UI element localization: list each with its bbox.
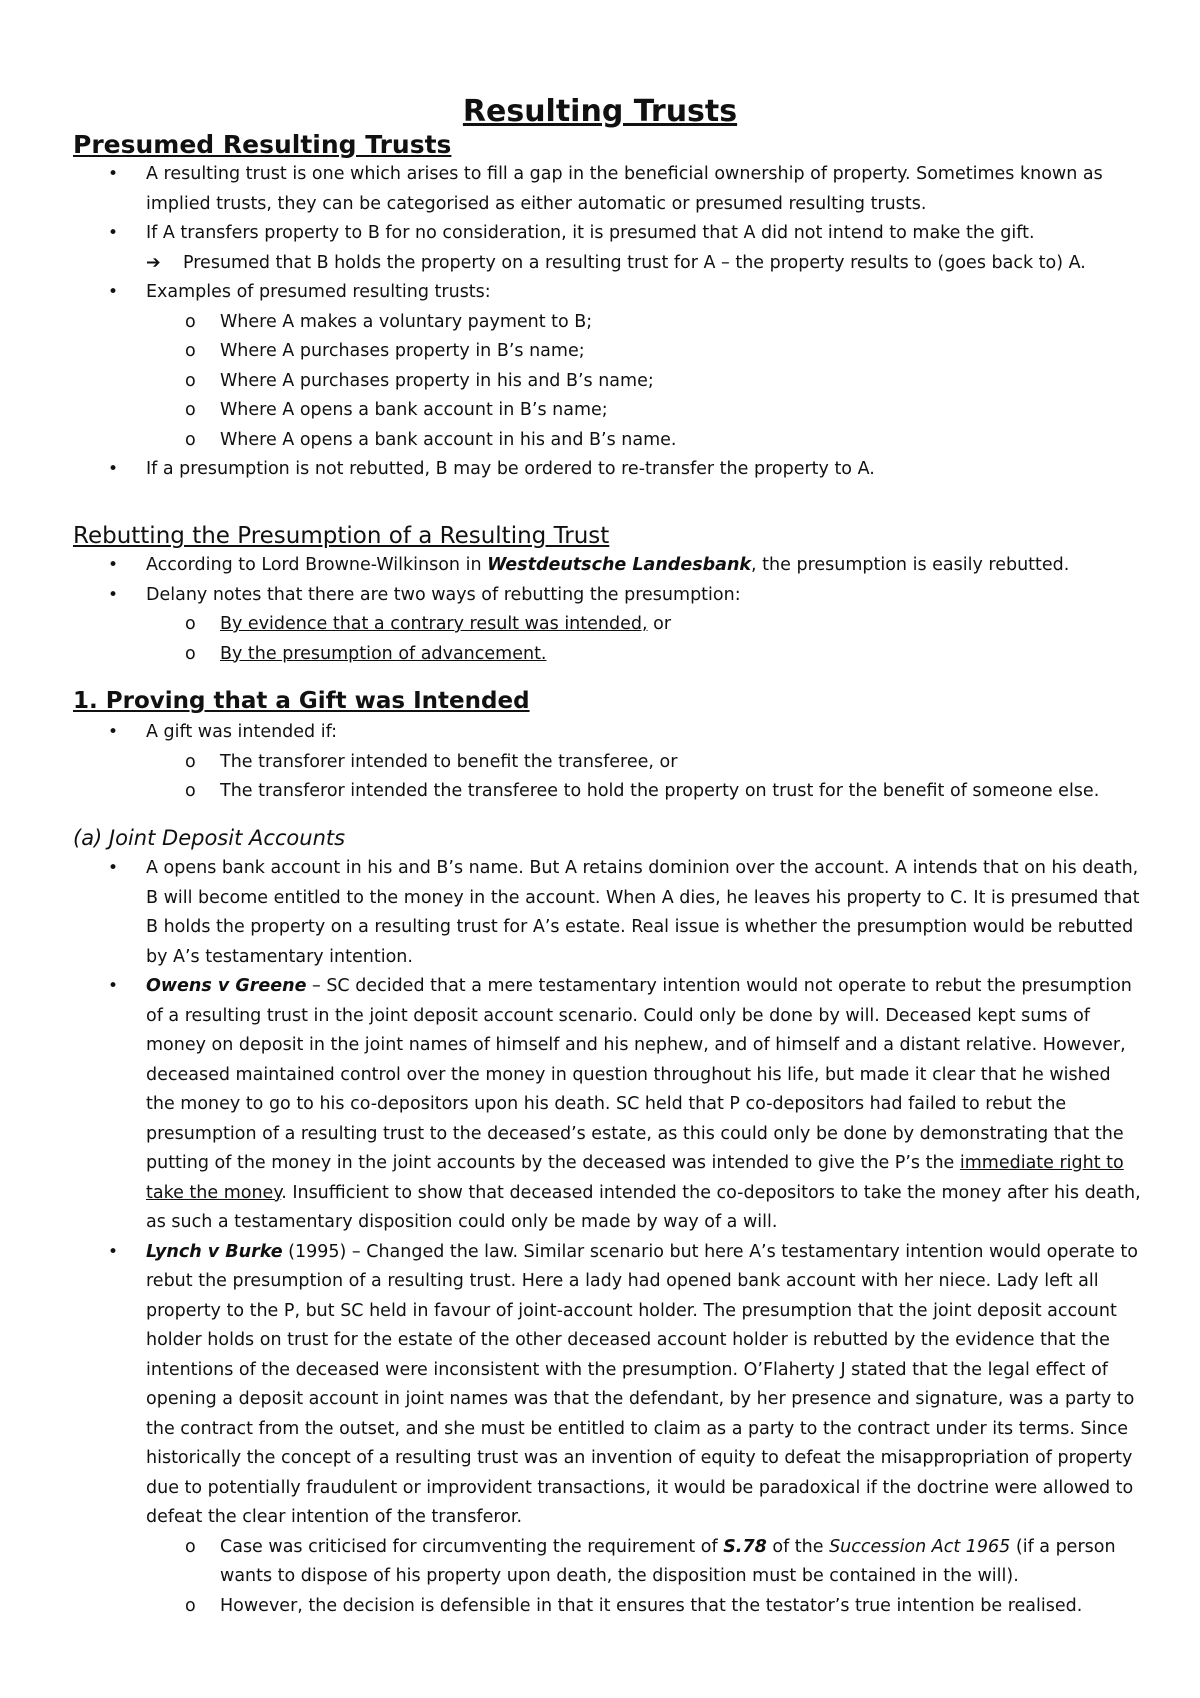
list-item: • Delany notes that there are two ways of rebutting the presumption:	[0, 581, 1200, 611]
page-title: Resulting Trusts	[462, 94, 738, 129]
bullet-icon: •	[108, 722, 119, 742]
circle-bullet-icon: o	[185, 643, 196, 664]
arrow-right-icon: ➔	[146, 252, 161, 273]
section-presumed	[0, 160, 1200, 485]
sub-list-item: o By evidence that a contrary result was intended, or	[0, 610, 1200, 640]
list-item: • A gift was intended if:	[0, 718, 1200, 748]
sub-list-item: o Where A opens a bank account in B’s name;	[0, 396, 1200, 426]
bullet-icon: •	[108, 976, 119, 996]
sub-list-item: o By the presumption of advancement.	[0, 640, 1200, 670]
list-item: • According to Lord Browne-Wilkinson in Westdeutsche Landesbank, the presumption is easily rebutted.	[0, 551, 1200, 581]
list-item: • Owens v Greene – SC decided that a mere testamentary intention would not operate to rebut the presumption of a resulting trust in the joint deposit account scenario. Could only be done by will. Deceased kept sums of money on deposit in the joint names of himself and his nephew, and of himself and a distant relative. However, deceased maintained control over the money in question throughout his life, but made it clear that he wished the money to go to his co-depositors upon his death. SC held that P co-depositors had failed to rebut the presumption of a resulting trust to the deceased’s estate, as this could only be done by demonstrating that the putting of the money in the joint accounts by the deceased was intended to give the P’s the immediate right to take the money. Insufficient to show that deceased intended the co-depositors to take the money after his death, as such a testamentary disposition could only be made by way of a will.	[0, 972, 1200, 1238]
list-item: • Lynch v Burke (1995) – Changed the law. Similar scenario but here A’s testamentary intention would operate to rebut the presumption of a resulting trust. Here a lady had opened bank account with her niece. Lady left all property to the P, but SC held in favour of joint-account holder. The presumption that the joint deposit account holder holds on trust for the estate of the other deceased account holder is rebutted by the evidence that the intentions of the deceased were inconsistent with the presumption. O’Flaherty J stated that the legal effect of opening a deposit account in joint names was that the defendant, by her presence and signature, was a party to the contract from the outset, and she must be entitled to claim as a party to the contract under its terms. Since historically the concept of a resulting trust was an invention of equity to defeat the misappropriation of property due to potentially fraudulent or improvident transactions, it would be paradoxical if the doctrine were allowed to defeat the clear intention of the transferor.	[0, 1238, 1200, 1533]
circle-bullet-icon: o	[185, 341, 196, 361]
list-item: • If A transfers property to B for no consideration, it is presumed that A did not intend to make the gift.	[0, 219, 1200, 249]
section-joint-deposit	[0, 854, 1200, 1621]
heading-proving-gift: 1. Proving that a Gift was Intended	[73, 688, 530, 714]
circle-bullet-icon: o	[185, 311, 196, 332]
sub-list-item: o Where A makes a voluntary payment to B;	[0, 308, 1200, 338]
circle-bullet-icon: o	[185, 1536, 196, 1557]
bullet-icon: •	[108, 1241, 119, 1262]
sub-list-item: o Where A purchases property in his and B’s name;	[0, 367, 1200, 397]
circle-bullet-icon: o	[185, 370, 196, 391]
circle-bullet-icon: o	[185, 1595, 196, 1616]
section-rebutting	[0, 551, 1200, 669]
section-proving-gift	[0, 718, 1200, 807]
sub-list-item: o Where A opens a bank account in his and B’s name.	[0, 426, 1200, 456]
sub-list-item: o Case was criticised for circumventing the requirement of S.78 of the Succession Act 1965 (if a person wants to dispose of his property upon death, the disposition must be contained in the will).	[0, 1533, 1200, 1592]
sub-list-item: o The transforer intended to benefit the transferee, or	[0, 748, 1200, 778]
list-item: • Examples of presumed resulting trusts:	[0, 278, 1200, 308]
circle-bullet-icon: o	[185, 614, 196, 634]
heading-rebutting-presumption: Rebutting the Presumption of a Resulting Trust	[73, 523, 610, 549]
list-item: • A resulting trust is one which arises to fill a gap in the beneficial ownership of property. Sometimes known as implied trusts, they can be categorised as either automatic or presumed resulting trusts.	[0, 160, 1200, 219]
bullet-icon: •	[108, 223, 119, 243]
list-item-arrow: ➔ Presumed that B holds the property on a resulting trust for A – the property results to (goes back to) A.	[0, 249, 1200, 279]
circle-bullet-icon: o	[185, 429, 196, 450]
bullet-icon: •	[108, 164, 119, 184]
list-item: • A opens bank account in his and B’s name. But A retains dominion over the account. A intends that on his death, B will become entitled to the money in the account. When A dies, he leaves his property to C. It is presumed that B holds the property on a resulting trust for A’s estate. Real issue is whether the presumption would be rebutted by A’s testamentary intention.	[0, 854, 1200, 972]
sub-list-item: o However, the decision is defensible in that it ensures that the testator’s true intention be realised.	[0, 1592, 1200, 1622]
sub-list-item: o The transferor intended the transferee to hold the property on trust for the benefit of someone else.	[0, 777, 1200, 807]
sub-list-item: o Where A purchases property in B’s name;	[0, 337, 1200, 367]
circle-bullet-icon: o	[185, 751, 196, 772]
bullet-icon: •	[108, 858, 119, 878]
bullet-icon: •	[108, 282, 119, 302]
bullet-icon: •	[108, 555, 119, 575]
bullet-icon: •	[108, 584, 119, 605]
list-item: • If a presumption is not rebutted, B may be ordered to re-transfer the property to A.	[0, 455, 1200, 485]
bullet-icon: •	[108, 459, 119, 479]
circle-bullet-icon: o	[185, 400, 196, 420]
circle-bullet-icon: o	[185, 781, 196, 801]
heading-joint-deposit-accounts: (a) Joint Deposit Accounts	[73, 826, 346, 850]
heading-presumed-resulting-trusts: Presumed Resulting Trusts	[73, 130, 452, 159]
